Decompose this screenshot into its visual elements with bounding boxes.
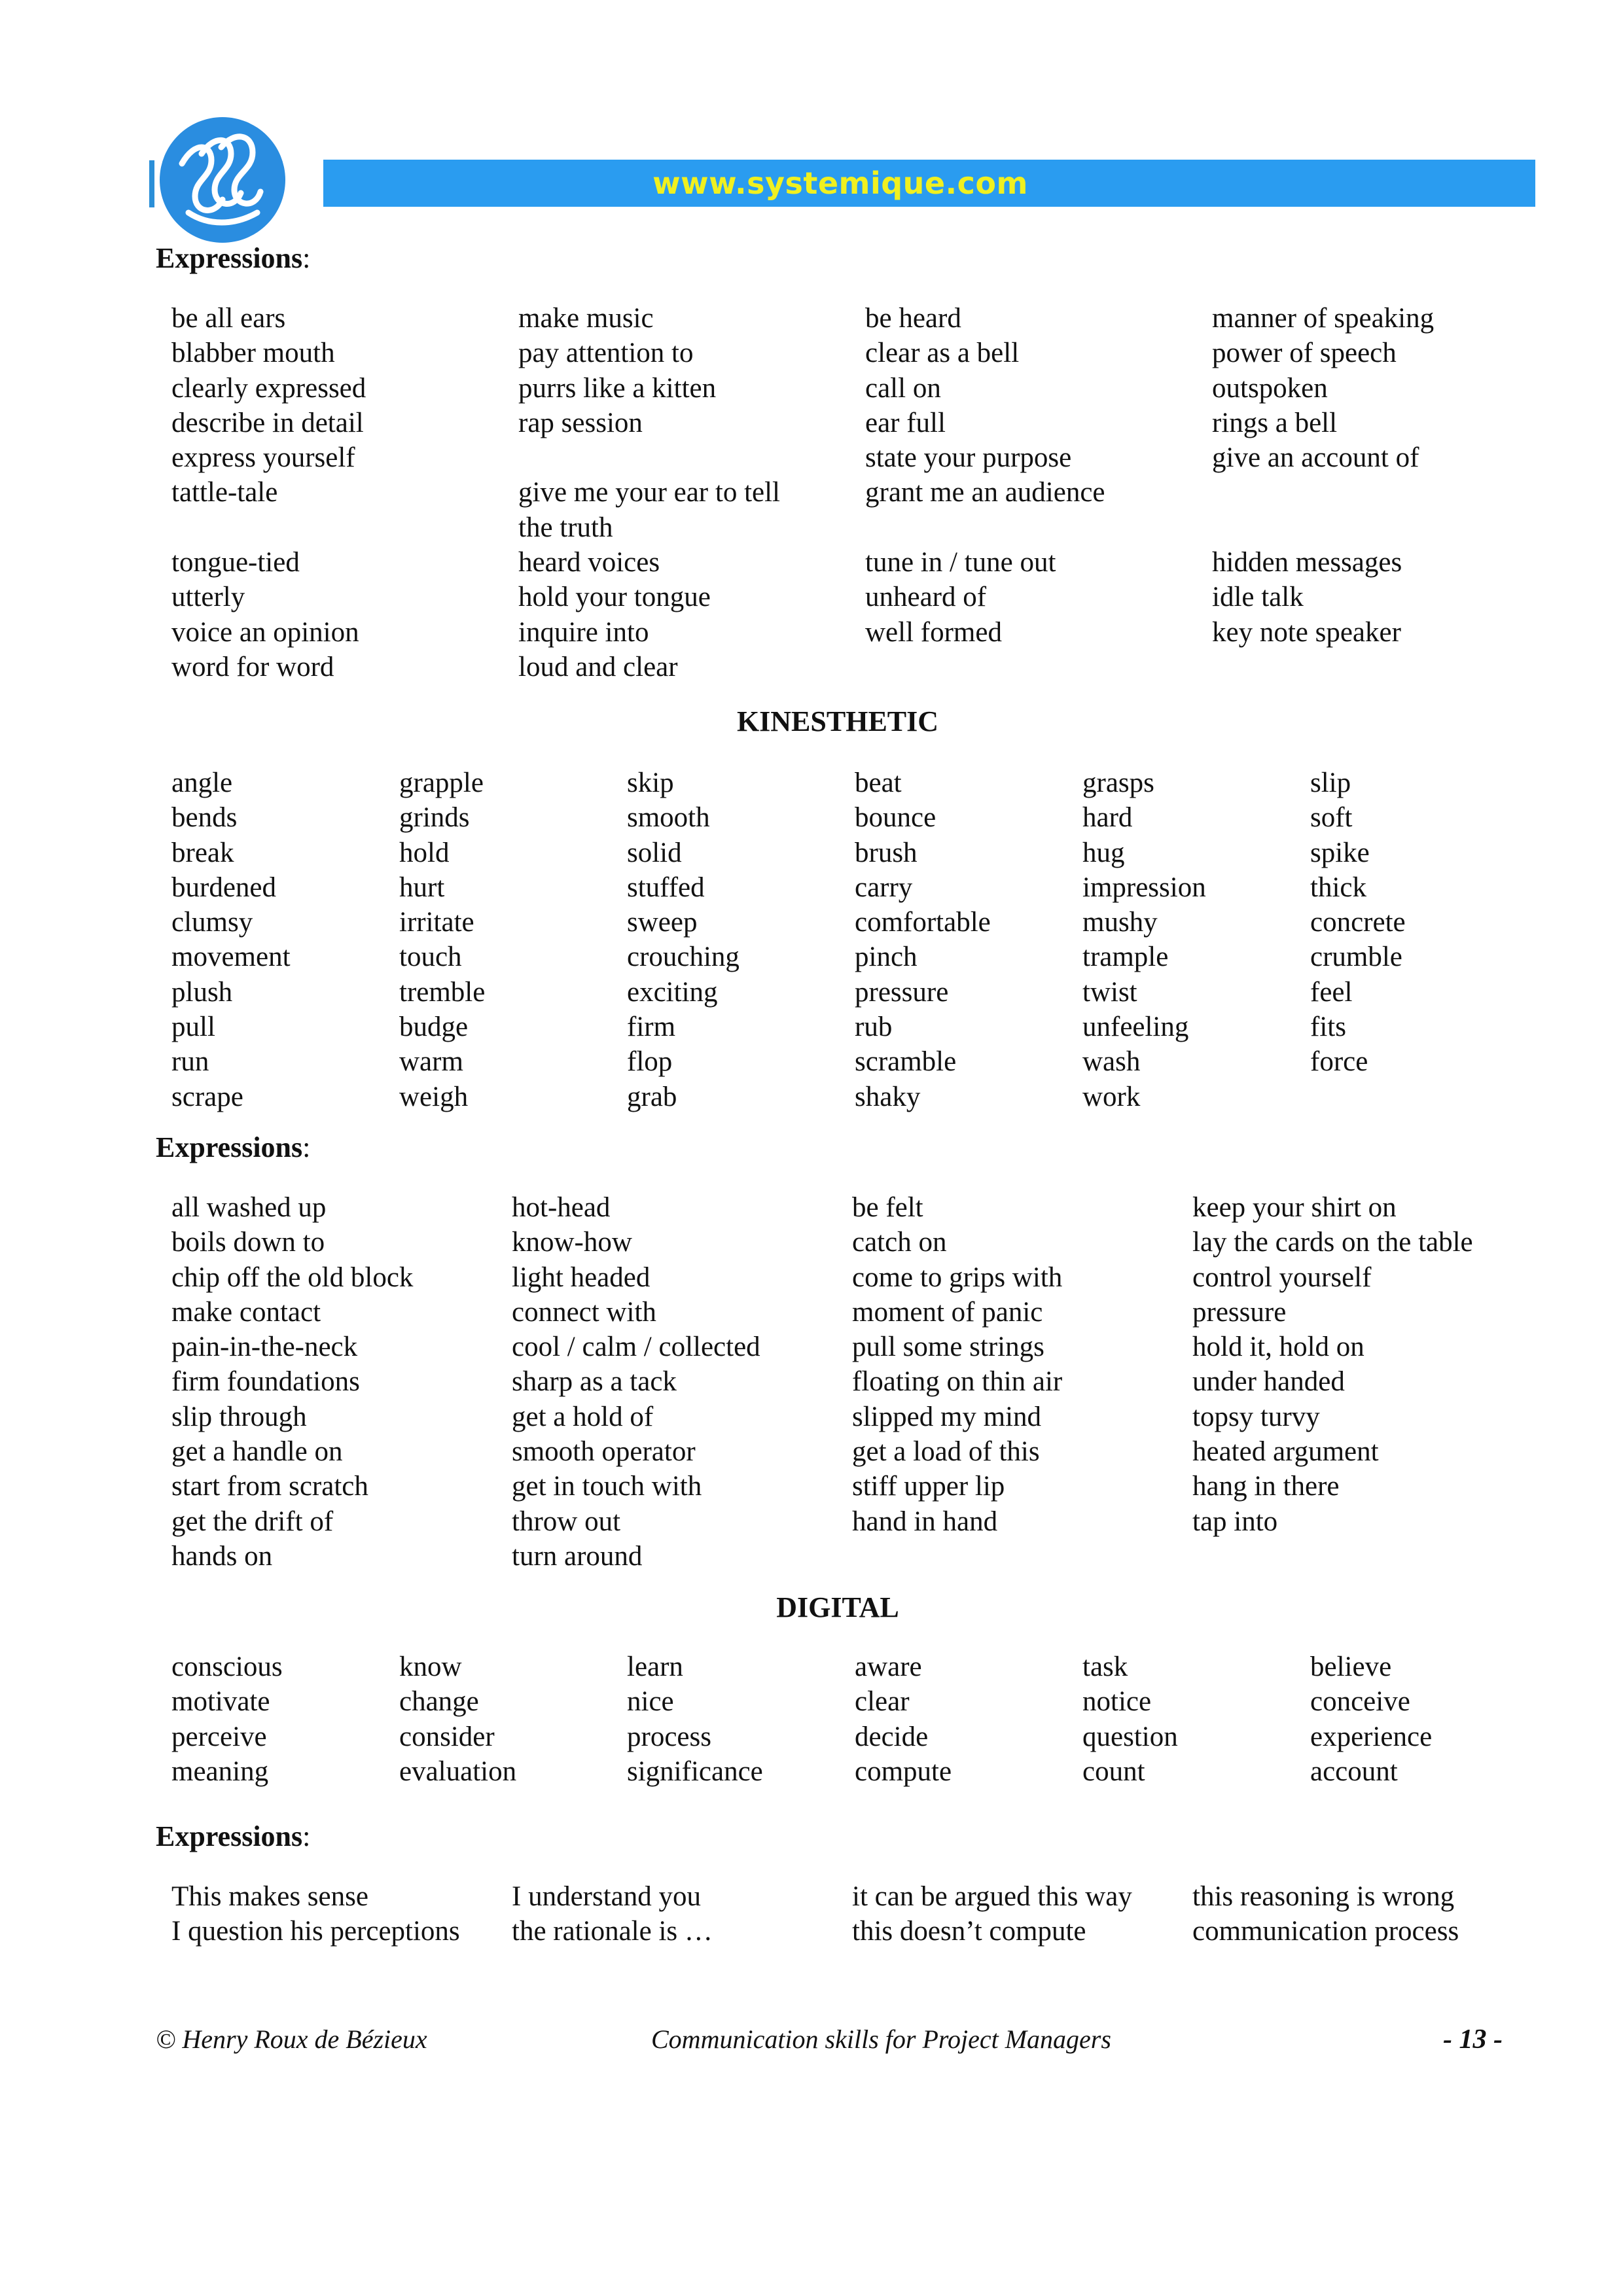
expression-item: I understand you: [512, 1881, 701, 1912]
word-item: meaning: [171, 1756, 269, 1787]
word-item: process: [627, 1721, 711, 1752]
systemique-logo: [149, 115, 293, 245]
expression-item: floating on thin air: [852, 1366, 1063, 1398]
expressions-label-auditory: Expressions:: [156, 242, 311, 274]
word-item: spike: [1310, 837, 1370, 868]
expression-item: moment of panic: [852, 1296, 1043, 1328]
word-item: pinch: [855, 942, 918, 973]
expression-item: come to grips with: [852, 1262, 1063, 1293]
word-item: trample: [1082, 942, 1169, 973]
expression-item: ear full: [865, 407, 946, 438]
expression-item: give an account of: [1212, 442, 1419, 474]
expression-item: manner of speaking: [1212, 303, 1435, 334]
word-item: question: [1082, 1721, 1178, 1752]
word-item: beat: [855, 768, 902, 798]
word-item: touch: [399, 942, 462, 973]
expression-item: loud and clear: [518, 651, 678, 682]
expression-item: topsy turvy: [1192, 1401, 1320, 1432]
word-item: motivate: [171, 1686, 270, 1718]
word-item: aware: [855, 1651, 922, 1682]
word-item: fits: [1310, 1012, 1346, 1043]
expression-item: throw out: [512, 1506, 621, 1537]
word-item: rub: [855, 1012, 893, 1043]
expression-item: rings a bell: [1212, 407, 1338, 438]
word-item: angle: [171, 768, 233, 798]
expressions-label-kinesthetic: Expressions:: [156, 1131, 311, 1163]
word-item: clumsy: [171, 907, 253, 938]
expression-item: power of speech: [1212, 338, 1397, 369]
expression-item: cool / calm / collected: [512, 1332, 760, 1363]
expression-item: know-how: [512, 1227, 632, 1258]
word-item: twist: [1082, 976, 1137, 1008]
expression-item: [1212, 475, 1559, 510]
word-item: clear: [855, 1686, 910, 1718]
expression-item: get in touch with: [512, 1471, 702, 1502]
word-item: shaky: [855, 1081, 921, 1112]
expression-item: rap session: [518, 407, 643, 438]
word-item: skip: [627, 768, 674, 798]
expression-item: describe in detail: [171, 407, 364, 438]
word-item: slip: [1310, 768, 1351, 798]
expression-item: turn around: [512, 1540, 643, 1572]
word-item: crumble: [1310, 942, 1402, 973]
expression-item: be felt: [852, 1192, 923, 1223]
expression-item: make music: [518, 303, 654, 334]
logo-accent-bar: [149, 160, 154, 207]
word-item: account: [1310, 1756, 1398, 1787]
auditory-expressions-grid: [171, 301, 1559, 684]
expression-item: tap into: [1192, 1506, 1278, 1537]
expression-item: it can be argued this way: [852, 1881, 1132, 1912]
word-item: change: [399, 1686, 479, 1718]
word-item: sweep: [627, 907, 698, 938]
expression-item: boils down to: [171, 1227, 325, 1258]
expression-item: smooth operator: [512, 1436, 696, 1468]
expression-item: pressure: [1192, 1296, 1287, 1328]
word-item: hold: [399, 837, 450, 868]
word-item: comfortable: [855, 907, 991, 938]
expression-item: slip through: [171, 1401, 307, 1432]
word-item: burdened: [171, 872, 276, 903]
word-item: firm: [627, 1012, 676, 1043]
word-item: count: [1082, 1756, 1145, 1787]
word-item: grasps: [1082, 768, 1154, 798]
expression-item: hold it, hold on: [1192, 1332, 1364, 1363]
expression-item: hidden messages: [1212, 547, 1402, 578]
page-number: - 13 -: [1443, 2024, 1503, 2055]
expression-item: light headed: [512, 1262, 651, 1293]
word-item: wash: [1082, 1046, 1141, 1078]
expression-item: state your purpose: [865, 442, 1072, 474]
word-item: tremble: [399, 976, 486, 1008]
word-item: feel: [1310, 976, 1353, 1008]
word-item: concrete: [1310, 907, 1406, 938]
kinesthetic-expressions-grid: [171, 1190, 1533, 1574]
expression-item: pull some strings: [852, 1332, 1044, 1363]
word-item: notice: [1082, 1686, 1152, 1718]
website-url[interactable]: www.systemique.com: [652, 166, 1028, 201]
word-item: grapple: [399, 768, 484, 798]
word-item: decide: [855, 1721, 929, 1752]
expression-item: tongue-tied: [171, 547, 300, 578]
expression-item: give me your ear to tell: [518, 477, 780, 508]
digital-expressions-grid: [171, 1879, 1533, 1949]
word-item: smooth: [627, 802, 710, 834]
word-item: grinds: [399, 802, 470, 834]
word-item: bounce: [855, 802, 936, 834]
word-item: movement: [171, 942, 291, 973]
word-item: run: [171, 1046, 209, 1078]
expression-item: catch on: [852, 1227, 947, 1258]
word-item: weigh: [399, 1081, 469, 1112]
word-item: plush: [171, 976, 233, 1008]
expression-item: [518, 440, 865, 475]
word-item: task: [1082, 1651, 1128, 1682]
expression-item: inquire into: [518, 616, 649, 648]
expression-item: heard voices: [518, 547, 660, 578]
expression-item: outspoken: [1212, 372, 1328, 404]
expression-item: sharp as a tack: [512, 1366, 677, 1398]
word-item: scramble: [855, 1046, 957, 1078]
word-item: pull: [171, 1012, 215, 1043]
digital-heading: DIGITAL: [776, 1591, 899, 1623]
word-item: [1310, 1080, 1538, 1114]
expression-item: [171, 510, 518, 545]
expression-item: I question his perceptions: [171, 1916, 460, 1947]
word-item: believe: [1310, 1651, 1392, 1682]
word-item: conscious: [171, 1651, 283, 1682]
expression-item: hands on: [171, 1540, 273, 1572]
expression-item: lay the cards on the table: [1192, 1227, 1473, 1258]
expression-item: all washed up: [171, 1192, 327, 1223]
expression-item: chip off the old block: [171, 1262, 414, 1293]
footer-copyright: © Henry Roux de Bézieux: [156, 2024, 427, 2054]
kinesthetic-heading: KINESTHETIC: [736, 705, 939, 737]
expression-item: express yourself: [171, 442, 355, 474]
expression-item: heated argument: [1192, 1436, 1379, 1468]
expression-item: [1212, 650, 1559, 684]
word-item: warm: [399, 1046, 463, 1078]
expression-item: hand in hand: [852, 1506, 998, 1537]
word-item: learn: [627, 1651, 683, 1682]
word-item: work: [1082, 1081, 1141, 1112]
word-item: exciting: [627, 976, 718, 1008]
expression-item: clear as a bell: [865, 338, 1020, 369]
word-item: pressure: [855, 976, 949, 1008]
expression-item: control yourself: [1192, 1262, 1372, 1293]
expression-item: [865, 650, 1212, 684]
word-item: thick: [1310, 872, 1366, 903]
word-item: consider: [399, 1721, 495, 1752]
expression-item: this doesn’t compute: [852, 1916, 1086, 1947]
word-item: hug: [1082, 837, 1125, 868]
expression-item: be all ears: [171, 303, 286, 334]
word-item: hurt: [399, 872, 445, 903]
word-item: grab: [627, 1081, 677, 1112]
expression-item: tattle-tale: [171, 477, 278, 508]
expression-item: utterly: [171, 582, 245, 613]
word-item: break: [171, 837, 234, 868]
expression-item: [1212, 510, 1559, 545]
expression-item: word for word: [171, 651, 334, 682]
expression-item: start from scratch: [171, 1471, 368, 1502]
word-item: force: [1310, 1046, 1368, 1078]
word-item: compute: [855, 1756, 952, 1787]
expression-item: [1192, 1539, 1533, 1574]
expression-item: slipped my mind: [852, 1401, 1042, 1432]
word-item: budge: [399, 1012, 469, 1043]
word-item: stuffed: [627, 872, 705, 903]
expression-item: hold your tongue: [518, 582, 711, 613]
word-item: unfeeling: [1082, 1012, 1189, 1043]
expression-item: get a load of this: [852, 1436, 1040, 1468]
expression-item: be heard: [865, 303, 961, 334]
expression-item: call on: [865, 372, 941, 404]
expression-item: get the drift of: [171, 1506, 334, 1537]
word-item: solid: [627, 837, 682, 868]
expression-item: this reasoning is wrong: [1192, 1881, 1455, 1912]
word-item: nice: [627, 1686, 674, 1718]
expression-item: get a handle on: [171, 1436, 343, 1468]
expression-item: key note speaker: [1212, 616, 1401, 648]
word-item: hard: [1082, 802, 1133, 834]
expression-item: [852, 1539, 1192, 1574]
expression-item: voice an opinion: [171, 616, 359, 648]
expression-item: pain-in-the-neck: [171, 1332, 358, 1363]
word-item: scrape: [171, 1081, 243, 1112]
word-item: soft: [1310, 802, 1353, 834]
expression-item: keep your shirt on: [1192, 1192, 1397, 1223]
word-item: brush: [855, 837, 918, 868]
word-item: conceive: [1310, 1686, 1410, 1718]
word-item: carry: [855, 872, 913, 903]
expression-item: the rationale is …: [512, 1916, 713, 1947]
expression-item: tune in / tune out: [865, 547, 1056, 578]
expressions-label-digital: Expressions:: [156, 1820, 311, 1852]
expression-item: stiff upper lip: [852, 1471, 1005, 1502]
digital-words-grid: [171, 1650, 1538, 1789]
expression-item: well formed: [865, 616, 1002, 648]
expression-item: idle talk: [1212, 582, 1304, 613]
word-item: irritate: [399, 907, 474, 938]
expression-item: firm foundations: [171, 1366, 360, 1398]
word-item: flop: [627, 1046, 673, 1078]
expression-item: grant me an audience: [865, 477, 1105, 508]
expression-item: This makes sense: [171, 1881, 368, 1912]
expression-item: connect with: [512, 1296, 656, 1328]
word-item: mushy: [1082, 907, 1158, 938]
expression-item: hot-head: [512, 1192, 611, 1223]
expression-item: clearly expressed: [171, 372, 366, 404]
expression-item: blabber mouth: [171, 338, 335, 369]
kinesthetic-words-grid: [171, 766, 1538, 1114]
word-item: experience: [1310, 1721, 1433, 1752]
word-item: bends: [171, 802, 238, 834]
expression-item: under handed: [1192, 1366, 1345, 1398]
word-item: know: [399, 1651, 462, 1682]
word-item: crouching: [627, 942, 740, 973]
expression-item: pay attention to: [518, 338, 694, 369]
word-item: perceive: [171, 1721, 267, 1752]
expression-item: unheard of: [865, 582, 987, 613]
expression-item: get a hold of: [512, 1401, 654, 1432]
expression-item: make contact: [171, 1296, 321, 1328]
word-item: evaluation: [399, 1756, 517, 1787]
expression-item: hang in there: [1192, 1471, 1340, 1502]
word-item: impression: [1082, 872, 1206, 903]
expression-item: the truth: [518, 512, 613, 543]
expression-item: communication process: [1192, 1916, 1459, 1947]
expression-item: [865, 510, 1212, 545]
footer-document-title: Communication skills for Project Managers: [651, 2024, 1111, 2054]
expression-item: purrs like a kitten: [518, 372, 717, 404]
word-item: significance: [627, 1756, 763, 1787]
